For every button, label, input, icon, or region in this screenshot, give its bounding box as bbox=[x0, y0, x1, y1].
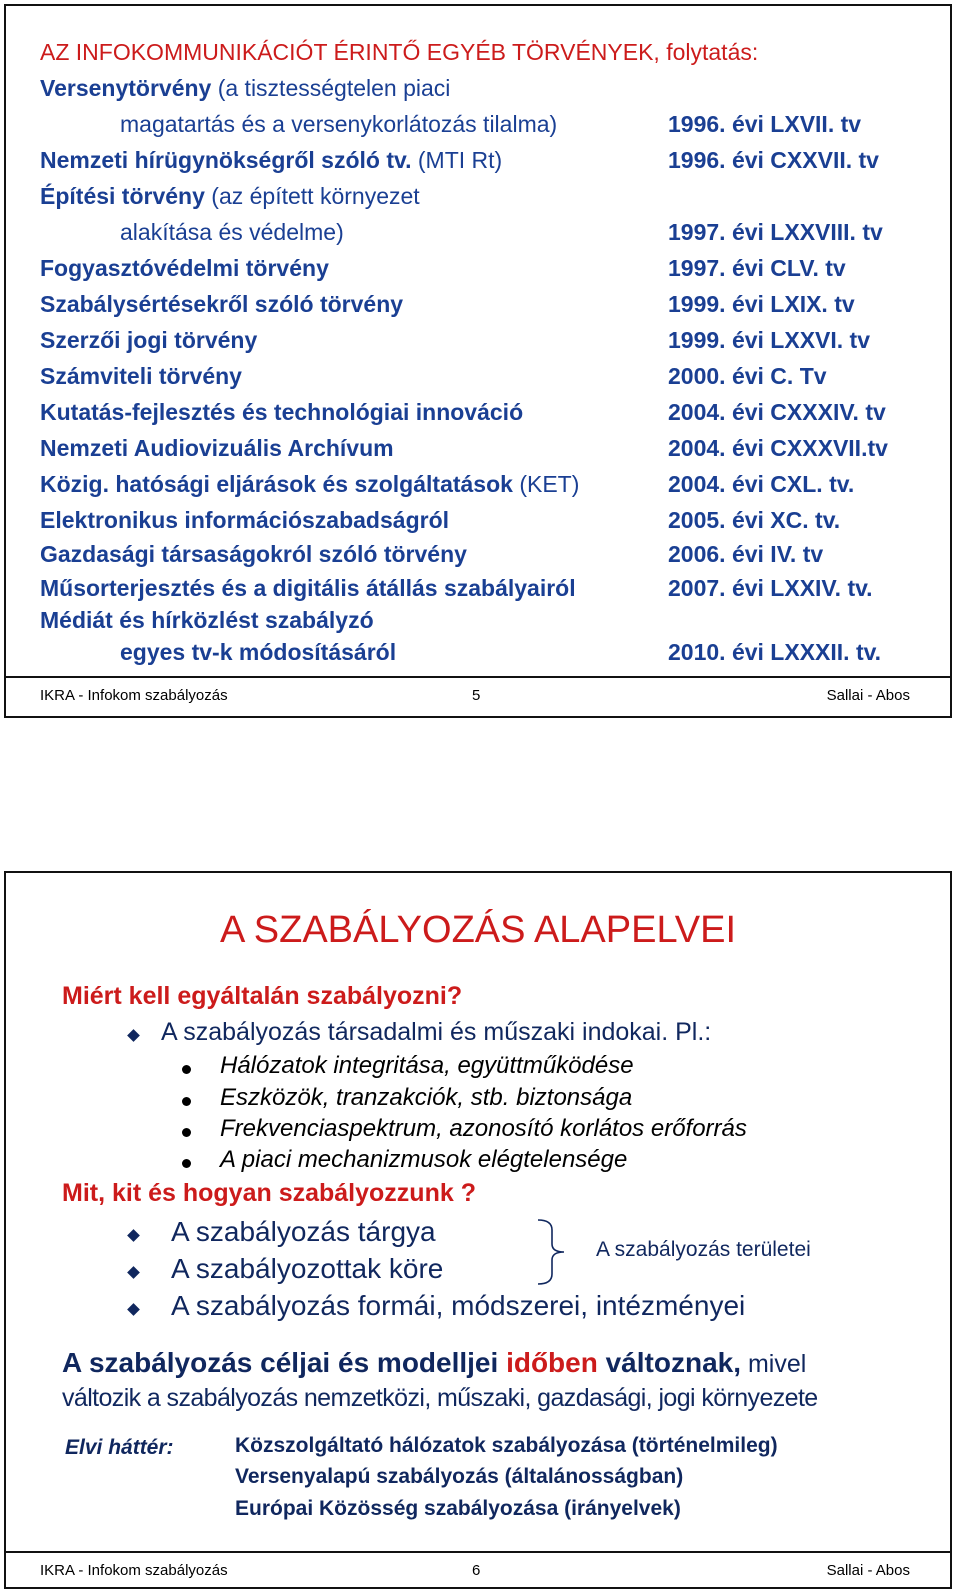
goals-line-2: változik a szabályozás nemzetközi, műszaki, gazdasági, jogi környezete bbox=[62, 1384, 818, 1412]
law-row-3-cont: alakítása és védelme) bbox=[120, 219, 344, 245]
slide-6 bbox=[4, 871, 952, 1589]
law-year-5: 1999. évi LXIX. tv bbox=[668, 291, 855, 317]
footer-right: Sallai - Abos bbox=[826, 1562, 910, 1579]
law-year-2: 1996. évi CXXVII. tv bbox=[668, 147, 879, 173]
slide-footer bbox=[6, 676, 950, 714]
slide-title: A SZABÁLYOZÁS ALAPELVEI bbox=[219, 909, 737, 951]
law-row-14-cont: egyes tv-k módosításáról bbox=[120, 639, 397, 665]
law-row-1: Versenytörvény (a tisztességtelen piaci bbox=[40, 75, 451, 101]
law-row-12: Gazdasági társaságokról szóló törvény bbox=[40, 541, 467, 567]
scope-point-3: A szabályozás formái, módszerei, intézményei bbox=[171, 1290, 746, 1321]
diamond-bullet-icon bbox=[127, 1229, 140, 1242]
curly-brace-icon bbox=[534, 1218, 570, 1286]
law-row-3: Építési törvény (az épített környezet bbox=[40, 183, 420, 209]
law-row-9: Nemzeti Audiovizuális Archívum bbox=[40, 435, 394, 461]
bullet-dot-icon bbox=[182, 1128, 191, 1137]
brace-label: A szabályozás területei bbox=[596, 1238, 811, 1261]
law-year-9: 2004. évi CXXXVII.tv bbox=[668, 435, 888, 461]
diamond-bullet-icon bbox=[127, 1303, 140, 1316]
footer-page-number: 5 bbox=[472, 687, 481, 704]
reason-bullet-1: Hálózatok integritása, együttműködése bbox=[220, 1052, 634, 1079]
slide-5 bbox=[4, 4, 952, 718]
footer-left: IKRA - Infokom szabályozás bbox=[40, 687, 228, 704]
law-row-11: Elektronikus információszabadságról bbox=[40, 507, 450, 533]
law-year-7: 2000. évi C. Tv bbox=[668, 363, 827, 389]
law-year-3: 1997. évi LXXVIII. tv bbox=[668, 219, 883, 245]
law-year-10: 2004. évi CXL. tv. bbox=[668, 471, 855, 497]
law-row-7: Számviteli törvény bbox=[40, 363, 242, 389]
goals-line-1: A szabályozás céljai és modelljei időben változnak, mivel bbox=[62, 1347, 807, 1378]
law-row-5: Szabálysértésekről szóló törvény bbox=[40, 291, 404, 317]
reason-bullet-2: Eszközök, tranzakciók, stb. biztonsága bbox=[220, 1084, 633, 1111]
scope-point-2: A szabályozottak köre bbox=[171, 1253, 444, 1284]
background-item-3: Európai Közösség szabályozása (irányelvek) bbox=[235, 1497, 681, 1520]
footer-right: Sallai - Abos bbox=[826, 687, 910, 704]
law-row-10: Közig. hatósági eljárások és szolgáltatások (KET) bbox=[40, 471, 580, 497]
law-year-1: 1996. évi LXVII. tv bbox=[668, 111, 862, 137]
question-1: Miért kell egyáltalán szabályozni? bbox=[62, 982, 463, 1010]
reasons-point: A szabályozás társadalmi és műszaki indokai. Pl.: bbox=[161, 1018, 712, 1046]
law-year-12: 2006. évi IV. tv bbox=[668, 541, 824, 567]
law-year-11: 2005. évi XC. tv. bbox=[668, 507, 841, 533]
scope-point-1: A szabályozás tárgya bbox=[171, 1216, 436, 1247]
law-year-13: 2007. évi LXXIV. tv. bbox=[668, 575, 873, 601]
bullet-dot-icon bbox=[182, 1159, 191, 1168]
background-label: Elvi háttér: bbox=[65, 1436, 174, 1459]
law-row-13: Műsorterjesztés és a digitális átállás szabályairól bbox=[40, 575, 576, 601]
law-row-4: Fogyasztóvédelmi törvény bbox=[40, 255, 329, 281]
bullet-dot-icon bbox=[182, 1065, 191, 1074]
footer-left: IKRA - Infokom szabályozás bbox=[40, 1562, 228, 1579]
reason-bullet-4: A piaci mechanizmusok elégtelensége bbox=[220, 1146, 628, 1173]
diamond-bullet-icon bbox=[127, 1266, 140, 1279]
law-row-14: Médiát és hírközlést szabályzó bbox=[40, 607, 374, 633]
slide-footer bbox=[6, 1551, 950, 1589]
background-item-1: Közszolgáltató hálózatok szabályozása (történelmileg) bbox=[235, 1434, 778, 1457]
footer-page-number: 6 bbox=[472, 1562, 481, 1579]
bullet-dot-icon bbox=[182, 1097, 191, 1106]
law-row-6: Szerzői jogi törvény bbox=[40, 327, 258, 353]
question-2: Mit, kit és hogyan szabályozzunk ? bbox=[62, 1179, 476, 1207]
law-row-2: Nemzeti hírügynökségről szóló tv. (MTI Rt) bbox=[40, 147, 503, 173]
diamond-bullet-icon bbox=[127, 1029, 140, 1042]
law-row-8: Kutatás-fejlesztés és technológiai innováció bbox=[40, 399, 524, 425]
background-item-2: Versenyalapú szabályozás (általánosságban) bbox=[235, 1465, 684, 1488]
reason-bullet-3: Frekvenciaspektrum, azonosító korlátos erőforrás bbox=[220, 1115, 747, 1142]
law-year-14: 2010. évi LXXXII. tv. bbox=[668, 639, 882, 665]
law-row-1-cont: magatartás és a versenykorlátozás tilalma) bbox=[120, 111, 558, 137]
law-year-6: 1999. évi LXXVI. tv bbox=[668, 327, 871, 353]
law-year-4: 1997. évi CLV. tv bbox=[668, 255, 846, 281]
law-year-8: 2004. évi CXXXIV. tv bbox=[668, 399, 886, 425]
slide-heading: AZ INFOKOMMUNIKÁCIÓT ÉRINTŐ EGYÉB TÖRVÉNYEK, folytatás: bbox=[40, 39, 759, 65]
